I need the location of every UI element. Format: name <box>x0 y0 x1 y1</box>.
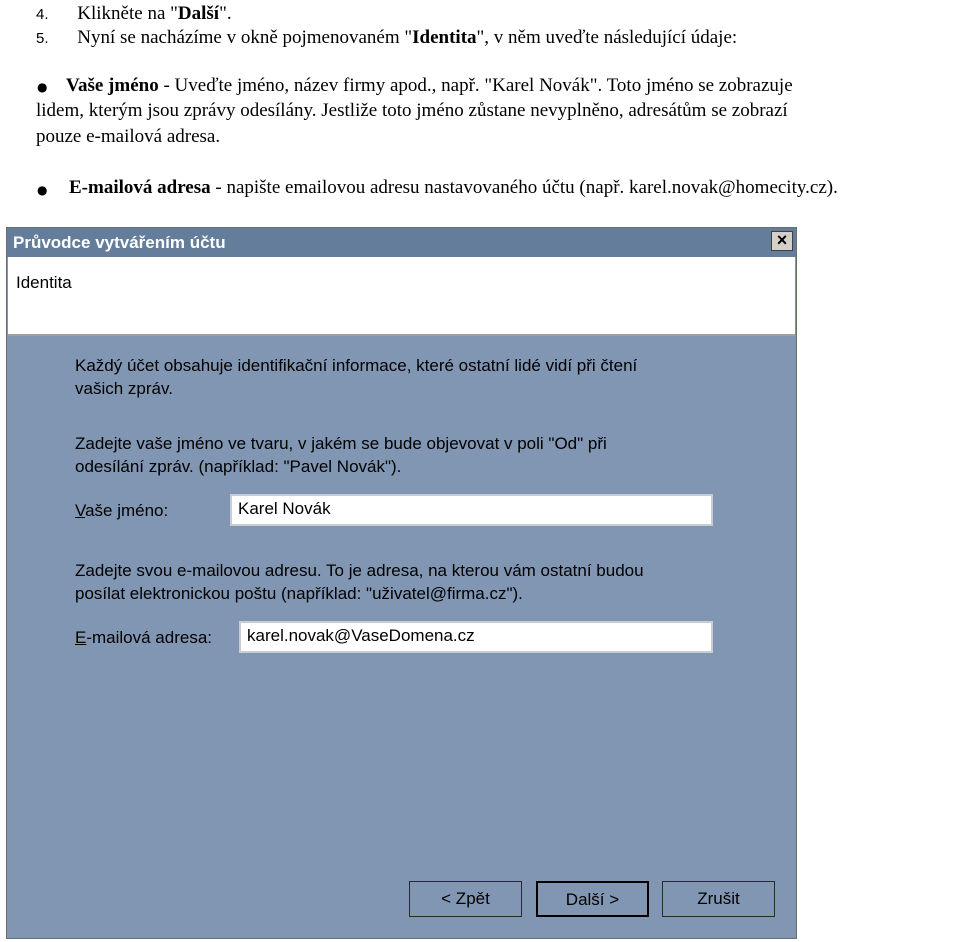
dialog-title: Průvodce vytvářením účtu <box>13 233 226 252</box>
step-5-bold: Identita <box>412 27 477 48</box>
email-hint-line-1: Zadejte svou e-mailovou adresu. To je adresa, na kterou vám ostatní budou <box>75 561 644 580</box>
step-5-text: Nyní se nacházíme v okně pojmenovaném " <box>77 27 413 48</box>
email-field[interactable]: karel.novak@VaseDomena.cz <box>239 621 713 653</box>
step-5-tail: ", v něm uveďte následující údaje: <box>476 27 738 48</box>
email-label-accelerator: E <box>75 628 87 647</box>
intro-text-line-1: Každý účet obsahuje identifikační informace, které ostatní lidé vidí při čtení <box>75 356 638 375</box>
cancel-button[interactable]: Zrušit <box>662 881 775 917</box>
name-label-text: aše jméno: <box>85 501 169 520</box>
page-title: Identita <box>16 273 72 292</box>
bullet-1-text: - Uveďte jméno, název firmy apod., např. "Karel Novák". Toto jméno se zobrazuje <box>158 75 793 96</box>
email-hint-line-2: posílat elektronickou poštu (například: "uživatel@firma.cz"). <box>75 584 523 603</box>
step-4: 4. Klikněte na "Další". <box>36 3 232 24</box>
name-label-accelerator: V <box>75 501 86 520</box>
next-button[interactable]: Další > <box>536 881 649 917</box>
close-button[interactable] <box>771 231 793 251</box>
close-icon: × <box>776 230 788 250</box>
step-4-tail: ". <box>219 3 232 24</box>
email-label <box>75 626 212 649</box>
step-5: 5. Nyní se nacházíme v okně pojmenovaném "Identita", v něm uveďte následující údaje: <box>36 27 738 48</box>
dialog-titlebar <box>7 228 796 257</box>
bullet-2 <box>69 177 838 199</box>
step-4-bold: Další <box>177 3 220 24</box>
name-field[interactable]: Karel Novák <box>230 494 713 526</box>
bullet-marker: ● <box>37 183 48 197</box>
account-wizard-dialog <box>6 227 797 939</box>
email-label-text: -mailová adresa: <box>86 628 213 647</box>
bullet-2-bold: E-mailová adresa <box>69 177 211 198</box>
name-hint-line-1: Zadejte vaše jméno ve tvaru, v jakém se bude objevovat v poli "Od" při <box>75 434 607 453</box>
bullet-marker: ● <box>37 80 48 94</box>
bullet-1-bold: Vaše jméno <box>66 75 159 96</box>
back-button[interactable]: < Zpět <box>409 881 522 917</box>
name-hint-line-2: odesílání zpráv. (například: "Pavel Novák"). <box>75 457 402 476</box>
dialog-header <box>8 257 795 336</box>
bullet-2-text: - napište emailovou adresu nastavovaného účtu (např. karel.novak@homecity.cz). <box>210 177 838 198</box>
bullet-1-line-1 <box>66 75 793 97</box>
name-label <box>75 499 168 522</box>
bullet-1-line-2: lidem, kterým jsou zprávy odesílány. Jestliže toto jméno zůstane nevyplněno, adresátům se zobrazí <box>36 100 788 121</box>
step-4-text: Klikněte na " <box>77 3 178 24</box>
bullet-1-line-3: pouze e-mailová adresa. <box>36 126 221 147</box>
intro-text-line-2: vašich zpráv. <box>75 379 173 398</box>
